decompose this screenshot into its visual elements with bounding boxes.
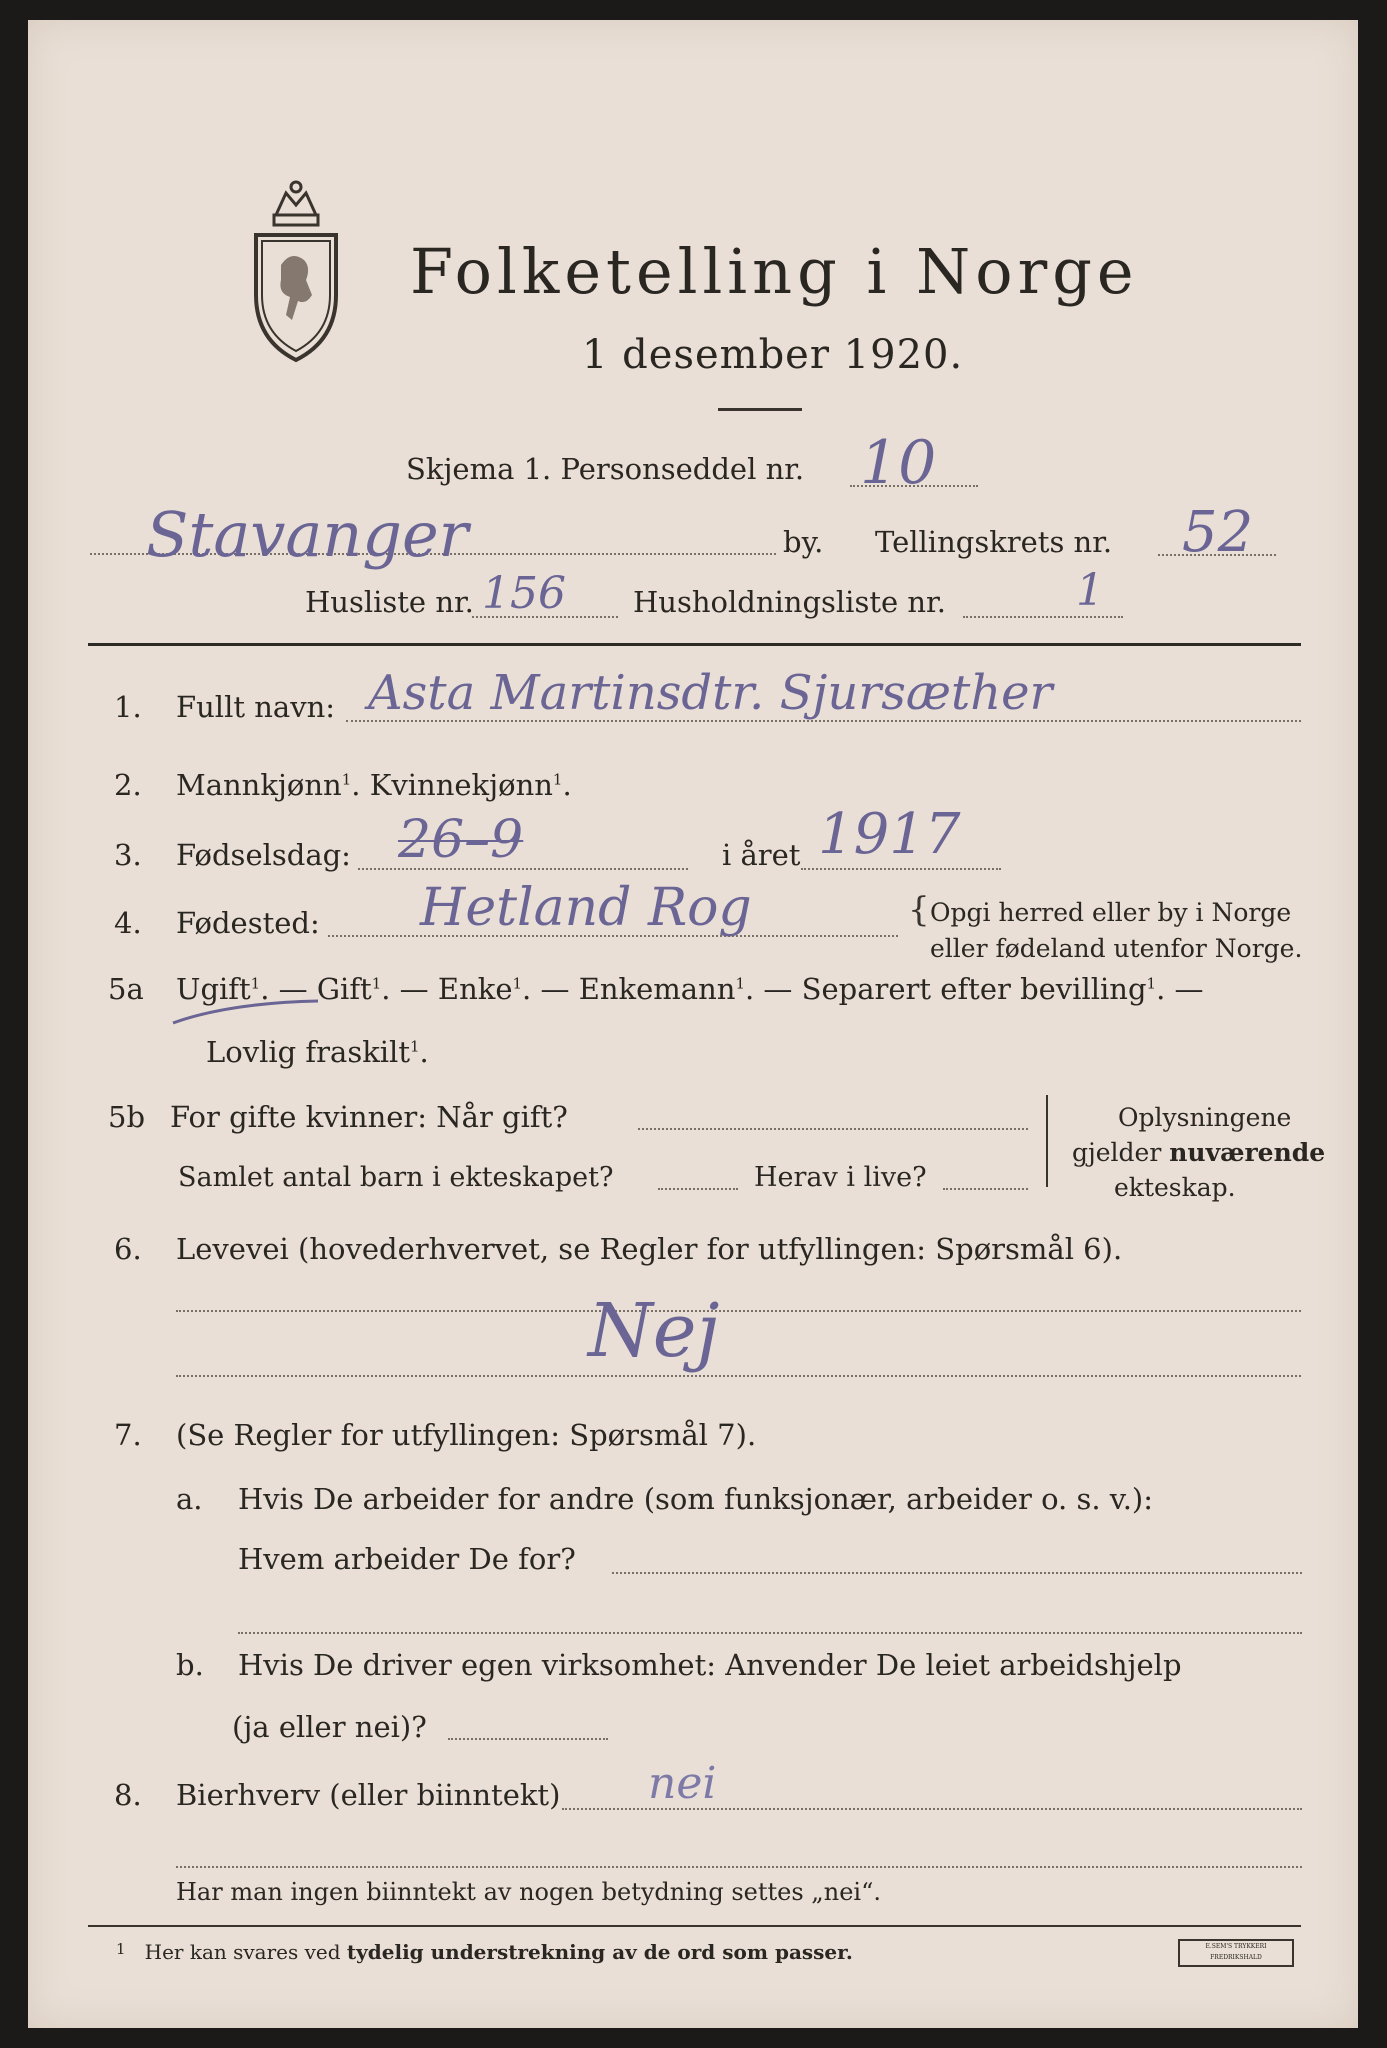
ugift-underline-mark [168, 995, 328, 1035]
q5a-separert[interactable]: Separert efter bevilling [801, 972, 1147, 1006]
q4-brace: { [908, 890, 930, 930]
q8-number: 8. [114, 1778, 142, 1812]
q5b-note-3: ekteskap. [1114, 1173, 1236, 1202]
q5a-lovlig-row: Lovlig fraskilt$^1$. [206, 1035, 429, 1069]
q5b-note-2a: gjelder [1072, 1138, 1162, 1167]
coat-of-arms-icon [246, 175, 346, 375]
q7a-line-1 [612, 1572, 1302, 1574]
q6-value: Nej [588, 1288, 720, 1374]
q5a-enkemann[interactable]: Enkemann [578, 972, 736, 1006]
title-rule [718, 408, 802, 411]
q5b-married-line [638, 1128, 1028, 1130]
q6-label: Levevei (hovederhvervet, se Regler for utfyllingen: Spørsmål 6). [176, 1232, 1123, 1266]
census-date: 1 desember 1920. [582, 332, 964, 378]
q5b-note-2b: nuværende [1169, 1138, 1326, 1167]
footer-divider [88, 1925, 1301, 1927]
husliste-label: Husliste nr. [305, 585, 474, 619]
q4-number: 4. [114, 906, 142, 940]
q7-number: 7. [114, 1418, 142, 1452]
q3-number: 3. [114, 838, 142, 872]
personseddel-nr: 10 [860, 428, 937, 498]
q5a-ugift[interactable]: Ugift [176, 972, 251, 1006]
q5a-lovlig-fraskilt[interactable]: Lovlig fraskilt [206, 1035, 410, 1069]
q5b-live-label: Herav i live? [754, 1162, 927, 1193]
q5a-options: Ugift$^1$. — Gift$^1$. — Enke$^1$. — Enkemann$^1$. — Separert efter bevilling$^1$. — [176, 972, 1204, 1006]
husliste-nr: 156 [482, 568, 566, 619]
q3-year-line [801, 868, 1001, 870]
q3-year-value: 1917 [818, 802, 961, 867]
q6-line-1 [176, 1310, 1301, 1312]
husholdningsliste-label: Husholdningsliste nr. [633, 585, 946, 619]
q4-label: Fødested: [176, 906, 320, 940]
q4-note-2: eller fødeland utenfor Norge. [930, 934, 1303, 963]
q3-label: Fødselsdag: [176, 838, 351, 872]
q7-label: (Se Regler for utfyllingen: Spørsmål 7). [176, 1418, 757, 1452]
q2-mannkjonn[interactable]: Mannkjønn [176, 768, 342, 802]
footnote-text-a: Her kan svares ved [144, 1940, 341, 1964]
header-divider [88, 643, 1301, 646]
q3-year-label: i året [722, 838, 801, 872]
q7b-question: (ja eller nei)? [232, 1710, 427, 1744]
q6-number: 6. [114, 1232, 142, 1266]
form-title: Folketelling i Norge [410, 235, 1139, 308]
q2-number: 2. [114, 768, 142, 802]
q7a-letter: a. [176, 1482, 203, 1516]
q7a-line-2 [238, 1632, 1302, 1634]
q5a-enke[interactable]: Enke [437, 972, 513, 1006]
q7a-text: Hvis De arbeider for andre (som funksjonær, arbeider o. s. v.): [238, 1482, 1154, 1516]
city-value: Stavanger [146, 498, 469, 571]
footnote-text-b: tydelig understrekning av de ord som passer. [346, 1940, 853, 1964]
q8-value: nei [648, 1758, 717, 1809]
q5a-number: 5a [108, 972, 144, 1006]
q5b-note-2 [1072, 1138, 1325, 1167]
q5b-live-line [943, 1188, 1028, 1190]
q7b-text: Hvis De driver egen virksomhet: Anvender De leiet arbeidshjelp [238, 1648, 1182, 1682]
q3-day-value: 26–9 [398, 810, 524, 870]
q6-line-2 [176, 1375, 1301, 1377]
q4-value: Hetland Rog [420, 878, 752, 938]
tellingskrets-label: Tellingskrets nr. [875, 525, 1113, 559]
census-form [28, 20, 1358, 2028]
q5b-barn-line [658, 1188, 738, 1190]
q7b-letter: b. [176, 1648, 204, 1682]
q2-kvinnekjonn[interactable]: Kvinnekjønn [369, 768, 553, 802]
q5b-brace [1046, 1095, 1048, 1187]
footnote [116, 1940, 853, 1964]
q2-options: Mannkjønn$^1$. Kvinnekjønn$^1$. [176, 768, 572, 802]
by-label: by. [783, 525, 824, 559]
footer-note: Har man ingen biinntekt av nogen betydning settes „nei“. [176, 1878, 881, 1906]
husholdningsliste-line [963, 616, 1123, 618]
q8-line-2 [176, 1866, 1302, 1868]
q5b-barn-label: Samlet antal barn i ekteskapet? [178, 1162, 614, 1193]
q1-value: Asta Martinsdtr. Sjursæther [368, 665, 1053, 721]
q4-note-1: Opgi herred eller by i Norge [930, 898, 1292, 927]
q7a-question: Hvem arbeider De for? [238, 1542, 576, 1576]
q7b-line [448, 1738, 608, 1740]
husholdningsliste-nr: 1 [1076, 565, 1104, 616]
footnote-number: 1 [116, 1940, 126, 1958]
q8-label: Bierhverv (eller biinntekt) [176, 1778, 561, 1812]
q5b-note-1: Oplysningene [1118, 1103, 1292, 1132]
q5b-label: For gifte kvinner: Når gift? [170, 1100, 568, 1134]
q1-label: Fullt navn: [176, 690, 336, 724]
q5a-gift[interactable]: Gift [316, 972, 372, 1006]
printer-stamp: E.SEM'S TRYKKERI FREDRIKSHALD [1178, 1939, 1294, 1967]
tellingskrets-nr: 52 [1182, 500, 1254, 565]
q5b-number: 5b [108, 1100, 146, 1134]
skjema-label: Skjema 1. Personseddel nr. [406, 452, 805, 486]
q1-number: 1. [114, 690, 142, 724]
